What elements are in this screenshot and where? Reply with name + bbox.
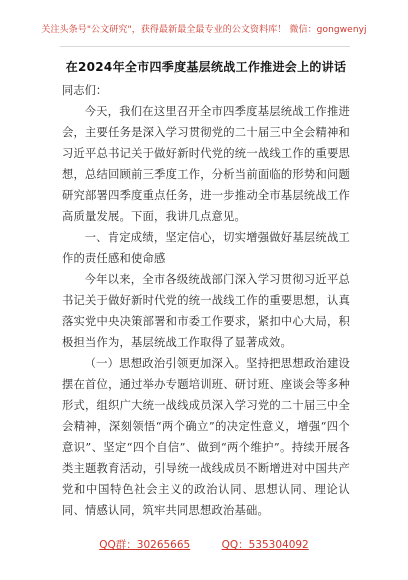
section-heading-1: 一、肯定成绩，坚定信心，切实增强做好基层统战工作的责任感和使命感: [62, 231, 350, 265]
header-banner: 关注头条号"公文研究"，获得最新最全最专业的公文资料库！ 微信：gongwenyj: [41, 25, 367, 35]
paragraph-intro: 今天，我们在这里召开全市四季度基层统战工作推进会，主要任务是深入学习贯彻党的二十届三中全会精神和习近平总书记关于做好新时代党的统一战线工作的重要思想，总结回顾前三季度工作，分析当前面临的形势和问题研究部署四季度重点任务，进一步推动全市基层统战工作高质量发展。下面，我讲几点意见。: [62, 105, 350, 223]
footer-qq[interactable]: QQ：535304092: [221, 539, 309, 551]
document-body: [62, 58, 350, 521]
footer-qq-group[interactable]: QQ群：30265665: [99, 539, 191, 551]
salutation: 同志们：: [62, 84, 108, 97]
footer-contact: [0, 537, 408, 552]
paragraph-achievements: 今年以来，全市各级统战部门深入学习贯彻习近平总书记关于做好新时代党的统一战线工作的重要思想，认真落实党中央决策部署和市委工作要求，紧扣中心大局，积极担当作为，基层统战工作取得了显著成效。: [62, 273, 350, 349]
header-divider: [60, 46, 350, 47]
paragraph-ideological-guidance: （一）思想政治引领更加深入。坚持把思想政治建设摆在首位，通过举办专题培训班、研讨班、座谈会等多种形式，组织广大统一战线成员深入学习党的二十届三中全会精神，深刻领悟“两个确立”的决定性意义，增强“四个意识”、坚定“四个自信”、做到“两个维护”。持续开展各类主题教育活动，引导统一战线成员不断增进对中国共产党和中国特色社会主义的政治认同、思想认同、理论认同、情感认同，筑牢共同思想政治基础。: [62, 357, 350, 517]
document-title: 在2024年全市四季度基层统战工作推进会上的讲话: [65, 60, 347, 74]
